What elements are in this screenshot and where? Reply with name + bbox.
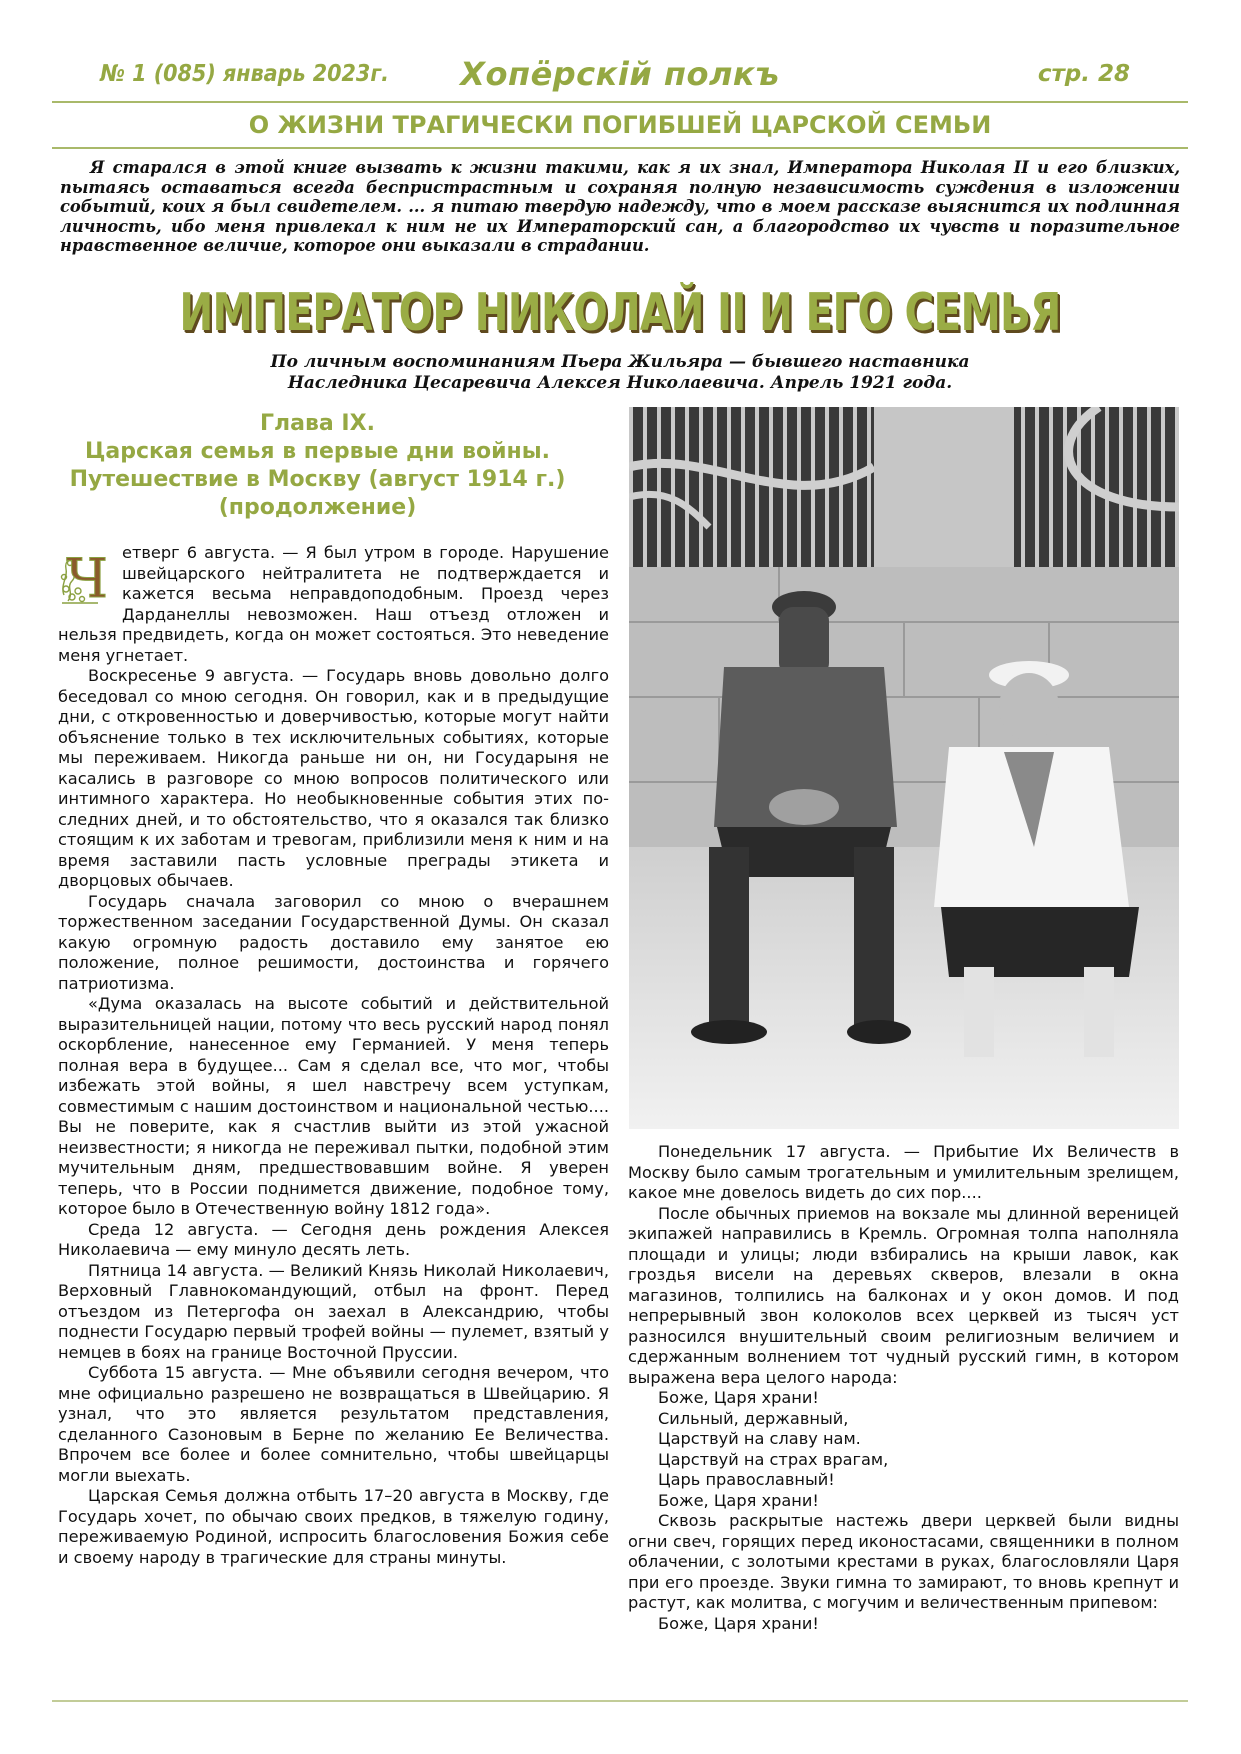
masthead xyxy=(52,55,1188,103)
newspaper-title: Хопёрскій полкъ xyxy=(460,55,780,93)
chapter-number: Глава IX. xyxy=(260,411,375,436)
anthem-line: Боже, Царя храни! xyxy=(658,1613,819,1633)
svg-text:Ч: Ч xyxy=(66,547,108,605)
anthem-line: Сильный, державный, xyxy=(658,1408,849,1428)
left-column xyxy=(58,543,609,1568)
byline-line: По личным воспоминаниям Пьера Жильяра — бывшего наставника xyxy=(270,352,970,372)
photo-illustration xyxy=(629,407,1179,1129)
paragraph: Пятница 14 августа. — Великий Князь Николай Николаевич, Верховный Главнокомандующий, отбыл на фронт. Перед отъездом из Петергофа он заехал в Александрию, чтобы поднести Государю первый трофей войны — пулемет, взятый у немцев в боях на границе Восточной Пруссии. xyxy=(58,1260,609,1362)
chapter-title: (продолжение) xyxy=(218,495,417,520)
section-title: О ЖИЗНИ ТРАГИЧЕСКИ ПОГИБШЕЙ ЦАРСКОЙ СЕМЬИ xyxy=(52,105,1188,149)
paragraph: Воскресенье 9 августа. — Государь вновь довольно долго беседовал со мною сегодня. Он говорил, как и в предыдущие дни, с откровенностью и доверчивостью, которые могут найти объяснение только в тех исключительных событиях, которые мы переживаем. Никогда раньше ни он, ни Государыня не касались в разговоре со мною вопросов политического или интимного характера. Но необыкновенные события этих последних дней, и то обстоятельство, что я оказался так близко стоящим к их заботам и тревогам, приблизили меня к ним и на время заставили пасть условные преграды этикета и дворцовых обычаев. xyxy=(58,666,609,890)
footer-divider xyxy=(52,1700,1188,1702)
byline-line: Наследника Цесаревича Алексея Николаевича. Апрель 1921 года. xyxy=(287,373,953,393)
paragraph: Царская Семья должна отбыть 17–20 августа в Москву, где Государь хочет, по обычаю своих предков, в тяжелую годину, переживаемую Родиной, испросить благословения Божия себе и своему народу в трагические для страны минуты. xyxy=(58,1486,609,1567)
paragraph: После обычных приемов на вокзале мы длинной вереницей экипажей направились в Кремль. Огромная толпа наполняла площади и улицы; люди взбирались на крыши лавок, как гроздья висели на деревьях скверов, влезали в окна магазинов, толпились на балконах и у окон домов. И под непрерывный звон колоколов всех церквей из тысяч уст разносился внушительный своим религиозным величием и сдержанным волнением тот чудный русский гимн, в котором выражена вера целого народа: xyxy=(628,1203,1179,1387)
anthem-line: Царствуй на славу нам. xyxy=(658,1429,861,1448)
photo-emperor-and-tsarevich xyxy=(629,407,1179,1129)
paragraph: Государь сначала заговорил со мною о вчерашнем торжественном заседании Государственной Думы. Он сказал какую огромную радость доставило ему занятое ею положение, полное решимости, достоинства и горячего патриотизма. xyxy=(58,891,609,993)
paragraph: Понедельник 17 августа. — Прибытие Их Величеств в Москву было самым трогательным и умилительным зрелищем, какое мне довелось видеть до сих пор.... xyxy=(628,1142,1179,1202)
byline xyxy=(140,352,1100,394)
paragraph: Сквозь раскрытые настежь двери церквей были видны огни свеч, горящих перед иконостасами, священники в полном облачении, с золотыми крестами в руках, благословляли Царя при его проезде. Звуки гимна то замирают, то вновь крепнут и растут, как молитва, с могучим и величественным припевом: xyxy=(628,1511,1179,1612)
anthem-line: Царствуй на страх врагам, xyxy=(658,1449,889,1469)
anthem-line: Боже, Царя храни! xyxy=(658,1490,819,1510)
paragraph: Суббота 15 августа. — Мне объявили сегодня вечером, что мне официально разрешено не возвращаться в Швейцарию. Я узнал, что это является результатом представления, сделанного Сазоновым в Берне по желанию Ее Величества. Впрочем все более и более сомнительно, чтобы швейцарцы могли выехать. xyxy=(58,1363,609,1485)
anthem-line: Царь православный! xyxy=(658,1470,835,1489)
chapter-title: Царская семья в первые дни войны. xyxy=(84,439,551,464)
right-column xyxy=(628,1142,1179,1634)
page-number: стр. 28 xyxy=(1037,61,1130,87)
issue-number: № 1 (085) январь 2023г. xyxy=(100,61,389,87)
chapter-heading xyxy=(60,410,575,522)
paragraph-text: етверг 6 августа. — Я был утром в городе. Нарушение швейцарского нейтралитета не подтверждается и кажется весьма неправдоподобным. Проезд через Дарданеллы невозможен. Наш отъезд отложен и нельзя предвидеть, когда он может состояться. Это неведение меня угнетает. xyxy=(58,543,609,665)
paragraph: Среда 12 августа. — Сегодня день рождения Алексея Николаевича — ему минуло десять леть. xyxy=(58,1219,609,1259)
paragraph: «Дума оказалась на высоте событий и действительной выразительницей нации, потому что весь русский народ понял оскорбление, нанесенное ему Германией. У меня теперь полная вера в будущее... Сам я сделал все, что мог, чтобы избежать этой войны, я шел навстречу всем уступкам, совместимым с нашим достоинством и национальной честью.... Вы не поверите, как я счастлив выйти из этой ужасной неизвестности; я никогда не переживал пытки, подобной этим мучительным дням, предшествовавшим войне. Я уверен теперь, что в России поднимется движение, подобное тому, которое было в Отечественную войну 1812 года». xyxy=(58,994,609,1218)
anthem-line: Боже, Царя храни! xyxy=(658,1388,819,1407)
dropcap-ornament-icon xyxy=(58,545,112,605)
epigraph: Я старался в этой книге вызвать к жизни такими, как я их знал, Императора Николая II и его близких, пытаясь оставаться всегда беспристрастным и сохраняя полную независимость суждения в изложении событий, коих я был свидетелем. ... я питаю твердую надежду, что в моем рассказе выяснится их подлинная личность, ибо меня привлекал к ним не их Императорский сан, а благородство их чувств и поразительное нравственное величие, которое они выказали в страдании. xyxy=(60,158,1180,255)
paragraph xyxy=(58,543,609,666)
article-title: ИМПЕРАТОР НИКОЛАЙ II И ЕГО СЕМЬЯ xyxy=(179,283,1061,343)
chapter-title: Путешествие в Москву (август 1914 г.) xyxy=(69,467,566,492)
